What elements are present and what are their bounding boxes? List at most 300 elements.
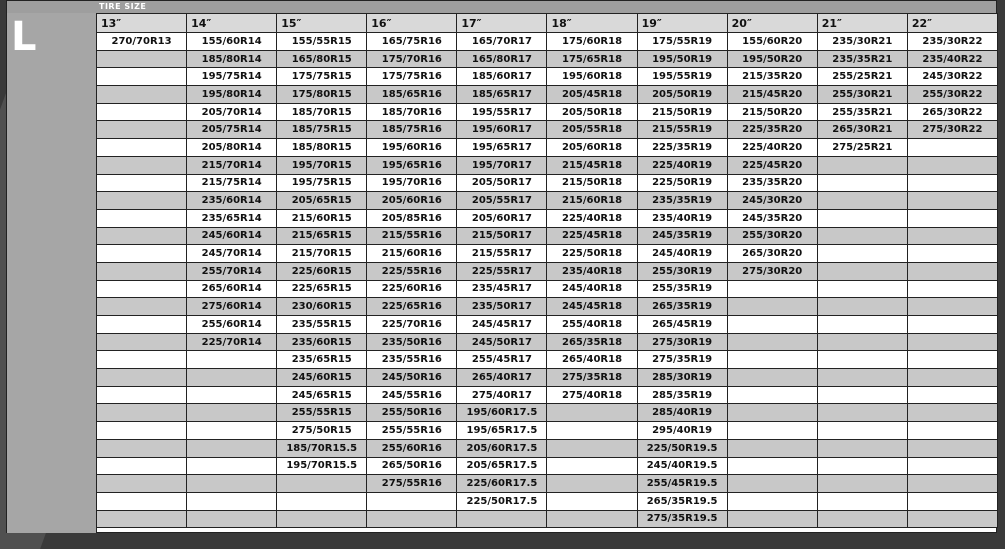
tire-size-cell [727, 457, 817, 475]
tire-size-cell [727, 280, 817, 298]
tire-size-cell: 225/45R18 [547, 227, 637, 245]
tire-size-cell [97, 492, 187, 510]
column-header: 15″ [277, 14, 367, 33]
tire-size-cell [97, 209, 187, 227]
tire-size-cell: 185/80R15 [277, 139, 367, 157]
tire-size-cell: 195/55R17 [457, 103, 547, 121]
tire-size-cell: 205/60R17 [457, 209, 547, 227]
tire-size-cell: 275/60R14 [187, 298, 277, 316]
tire-size-cell [547, 475, 637, 493]
tire-size-cell [907, 351, 997, 369]
column-header: 21″ [817, 14, 907, 33]
tire-size-cell: 265/50R16 [367, 457, 457, 475]
tire-size-cell: 255/55R15 [277, 404, 367, 422]
tire-size-cell [187, 457, 277, 475]
tire-size-cell: 225/70R14 [187, 333, 277, 351]
tire-size-cell [817, 316, 907, 334]
tire-size-cell: 225/40R20 [727, 139, 817, 157]
tire-size-cell: 235/35R21 [817, 50, 907, 68]
tire-size-cell: 225/65R16 [367, 298, 457, 316]
tire-size-sheet [6, 0, 997, 533]
tire-size-cell: 275/35R18 [547, 369, 637, 387]
tire-size-cell [907, 404, 997, 422]
tire-size-cell: 215/45R20 [727, 86, 817, 104]
tire-size-cell [547, 510, 637, 528]
tire-size-cell: 185/65R17 [457, 86, 547, 104]
tire-size-cell: 235/30R21 [817, 33, 907, 51]
tire-size-cell [817, 422, 907, 440]
tire-size-cell [97, 457, 187, 475]
tire-size-cell: 175/65R18 [547, 50, 637, 68]
tire-size-cell: 205/60R18 [547, 139, 637, 157]
tire-size-cell [817, 492, 907, 510]
tire-size-cell: 205/45R18 [547, 86, 637, 104]
column-header: 16″ [367, 14, 457, 33]
tire-size-cell [187, 510, 277, 528]
tire-size-cell: 275/40R18 [547, 386, 637, 404]
table-row [97, 174, 998, 192]
tire-size-cell: 255/60R16 [367, 439, 457, 457]
column-header: 14″ [187, 14, 277, 33]
tire-size-cell [817, 369, 907, 387]
tire-size-cell: 225/50R19 [637, 174, 727, 192]
tire-size-cell: 255/50R16 [367, 404, 457, 422]
tire-size-cell: 215/65R15 [277, 227, 367, 245]
tire-size-cell: 225/50R19.5 [637, 439, 727, 457]
tire-size-cell: 245/35R20 [727, 209, 817, 227]
tire-size-cell: 245/40R19 [637, 245, 727, 263]
tire-size-cell [727, 475, 817, 493]
tire-size-cell: 245/70R14 [187, 245, 277, 263]
tire-size-cell [727, 510, 817, 528]
tire-size-cell: 225/50R17.5 [457, 492, 547, 510]
table-row [97, 68, 998, 86]
tire-size-cell [277, 475, 367, 493]
tire-size-cell: 195/50R20 [727, 50, 817, 68]
tire-size-cell [817, 298, 907, 316]
column-header: 20″ [727, 14, 817, 33]
tire-size-cell: 235/35R20 [727, 174, 817, 192]
tire-size-cell [817, 192, 907, 210]
tire-size-cell: 275/30R19 [637, 333, 727, 351]
tire-size-cell: 275/55R16 [367, 475, 457, 493]
tire-size-cell [97, 68, 187, 86]
tire-size-cell: 155/60R20 [727, 33, 817, 51]
tire-size-cell: 255/60R14 [187, 316, 277, 334]
tire-size-cell: 245/35R19 [637, 227, 727, 245]
column-header: 18″ [547, 14, 637, 33]
tire-size-cell [817, 386, 907, 404]
tire-size-cell: 235/40R19 [637, 209, 727, 227]
tire-size-cell: 205/65R17.5 [457, 457, 547, 475]
tire-size-cell: 185/70R16 [367, 103, 457, 121]
tire-size-cell: 215/35R20 [727, 68, 817, 86]
column-header: 13″ [97, 14, 187, 33]
tire-size-cell: 205/80R14 [187, 139, 277, 157]
tire-size-cell: 195/70R15.5 [277, 457, 367, 475]
tire-size-cell [817, 209, 907, 227]
tire-size-cell: 255/45R17 [457, 351, 547, 369]
tire-size-cell [817, 262, 907, 280]
tire-size-cell: 215/60R16 [367, 245, 457, 263]
tire-size-cell: 265/35R19 [637, 298, 727, 316]
tire-size-cell [367, 510, 457, 528]
tire-size-cell: 225/70R16 [367, 316, 457, 334]
tire-size-cell [97, 156, 187, 174]
table-row [97, 510, 998, 528]
tire-size-cell [727, 333, 817, 351]
tire-size-cell [277, 510, 367, 528]
tire-size-cell: 215/70R14 [187, 156, 277, 174]
tire-size-cell [97, 510, 187, 528]
tire-size-cell [97, 227, 187, 245]
tire-size-cell: 195/70R17 [457, 156, 547, 174]
tire-size-cell: 245/55R16 [367, 386, 457, 404]
tire-size-cell [457, 510, 547, 528]
tire-size-cell: 245/60R14 [187, 227, 277, 245]
tire-size-cell: 225/55R17 [457, 262, 547, 280]
table-row [97, 333, 998, 351]
tire-size-cell [97, 422, 187, 440]
tire-size-cell: 265/45R19 [637, 316, 727, 334]
tire-size-cell [97, 333, 187, 351]
table-row [97, 245, 998, 263]
tire-size-cell: 225/60R16 [367, 280, 457, 298]
tire-size-cell: 215/55R19 [637, 121, 727, 139]
tire-size-cell: 175/55R19 [637, 33, 727, 51]
table-row [97, 492, 998, 510]
tire-size-cell: 195/65R17 [457, 139, 547, 157]
table-row [97, 457, 998, 475]
table-body [97, 33, 998, 528]
tire-size-cell [187, 369, 277, 387]
tire-size-cell [727, 369, 817, 387]
tire-size-cell: 265/40R18 [547, 351, 637, 369]
tire-size-cell [907, 457, 997, 475]
tire-size-cell [727, 492, 817, 510]
tire-size-cell: 255/45R19.5 [637, 475, 727, 493]
tire-size-cell: 245/60R15 [277, 369, 367, 387]
tire-size-cell: 235/65R15 [277, 351, 367, 369]
tire-size-cell: 235/45R17 [457, 280, 547, 298]
tire-size-cell [817, 404, 907, 422]
tire-size-cell [817, 457, 907, 475]
tire-size-cell: 235/65R14 [187, 209, 277, 227]
tire-size-cell [907, 227, 997, 245]
tire-size-cell: 165/75R16 [367, 33, 457, 51]
tire-size-cell [97, 475, 187, 493]
tire-size-cell: 195/60R17 [457, 121, 547, 139]
table-row [97, 121, 998, 139]
tire-size-cell: 215/50R20 [727, 103, 817, 121]
tire-size-cell: 215/45R18 [547, 156, 637, 174]
table-row [97, 227, 998, 245]
tire-size-cell: 275/30R22 [907, 121, 997, 139]
tire-size-cell [187, 475, 277, 493]
tire-size-cell: 245/40R18 [547, 280, 637, 298]
table-row [97, 280, 998, 298]
tire-size-cell: 205/60R16 [367, 192, 457, 210]
table-row [97, 439, 998, 457]
tire-size-cell [907, 245, 997, 263]
tire-size-cell [907, 492, 997, 510]
tire-size-cell: 255/55R16 [367, 422, 457, 440]
category-column [7, 13, 97, 533]
tire-size-cell [97, 280, 187, 298]
table-row [97, 475, 998, 493]
tire-size-cell: 255/25R21 [817, 68, 907, 86]
tire-size-table [96, 13, 998, 528]
tire-size-cell: 185/75R16 [367, 121, 457, 139]
tire-size-cell: 225/60R17.5 [457, 475, 547, 493]
tire-size-cell [817, 333, 907, 351]
tire-size-cell: 205/70R14 [187, 103, 277, 121]
tire-size-cell: 245/30R22 [907, 68, 997, 86]
tire-size-cell: 195/60R18 [547, 68, 637, 86]
tire-size-cell [907, 316, 997, 334]
tire-size-cell: 185/80R14 [187, 50, 277, 68]
tire-size-cell: 265/30R20 [727, 245, 817, 263]
tire-size-cell [97, 369, 187, 387]
tire-size-cell: 255/30R19 [637, 262, 727, 280]
tire-size-cell: 205/75R14 [187, 121, 277, 139]
tire-size-cell [817, 245, 907, 263]
tire-size-cell: 225/55R16 [367, 262, 457, 280]
tire-size-cell: 235/40R22 [907, 50, 997, 68]
tire-size-cell: 185/70R15 [277, 103, 367, 121]
tire-size-cell [907, 192, 997, 210]
tire-size-cell: 195/60R16 [367, 139, 457, 157]
tire-size-cell [817, 510, 907, 528]
tire-size-cell [187, 386, 277, 404]
tire-size-cell [97, 262, 187, 280]
tire-size-cell [727, 351, 817, 369]
tire-size-cell: 235/50R17 [457, 298, 547, 316]
tire-size-cell: 195/70R16 [367, 174, 457, 192]
tire-size-cell: 215/75R14 [187, 174, 277, 192]
tire-size-cell: 195/55R19 [637, 68, 727, 86]
table-row [97, 422, 998, 440]
tire-size-cell: 215/70R15 [277, 245, 367, 263]
tire-size-cell: 265/30R21 [817, 121, 907, 139]
tire-size-cell: 195/50R19 [637, 50, 727, 68]
tire-size-cell: 255/35R19 [637, 280, 727, 298]
tire-size-cell [907, 439, 997, 457]
tire-size-cell [727, 439, 817, 457]
table-row [97, 316, 998, 334]
table-row [97, 262, 998, 280]
table-row [97, 404, 998, 422]
tire-size-cell: 235/55R16 [367, 351, 457, 369]
tire-size-cell: 255/40R18 [547, 316, 637, 334]
tire-size-cell: 245/30R20 [727, 192, 817, 210]
tire-size-title: TIRE SIZE [99, 2, 147, 11]
tire-size-cell [907, 475, 997, 493]
tire-size-cell: 205/50R18 [547, 103, 637, 121]
column-header: 17″ [457, 14, 547, 33]
column-header-row [97, 14, 998, 33]
tire-size-cell: 225/65R15 [277, 280, 367, 298]
tire-size-cell: 205/50R17 [457, 174, 547, 192]
tire-size-cell: 255/35R21 [817, 103, 907, 121]
table-row [97, 369, 998, 387]
tire-size-cell: 265/40R17 [457, 369, 547, 387]
tire-size-cell [907, 369, 997, 387]
tire-size-cell [907, 386, 997, 404]
tire-size-cell [727, 422, 817, 440]
column-header: 19″ [637, 14, 727, 33]
tire-size-cell [727, 298, 817, 316]
tire-size-cell [817, 439, 907, 457]
tire-size-cell [727, 386, 817, 404]
tire-size-cell [547, 457, 637, 475]
tire-size-cell: 235/60R14 [187, 192, 277, 210]
tire-size-cell: 245/40R19.5 [637, 457, 727, 475]
tire-size-cell [367, 492, 457, 510]
tire-size-cell [97, 121, 187, 139]
tire-size-cell [187, 404, 277, 422]
tire-size-cell [547, 492, 637, 510]
tire-size-cell: 275/35R19.5 [637, 510, 727, 528]
tire-size-cell: 225/60R15 [277, 262, 367, 280]
tire-size-cell: 230/60R15 [277, 298, 367, 316]
tire-size-cell: 270/70R13 [97, 33, 187, 51]
tire-size-cell: 245/45R18 [547, 298, 637, 316]
table-row [97, 386, 998, 404]
tire-size-cell: 225/40R19 [637, 156, 727, 174]
tire-size-cell [817, 351, 907, 369]
category-letter: L [11, 14, 37, 60]
tire-size-cell [97, 439, 187, 457]
tire-size-cell: 235/35R19 [637, 192, 727, 210]
tire-size-cell [187, 351, 277, 369]
tire-size-cell: 275/50R15 [277, 422, 367, 440]
tire-size-cell [907, 262, 997, 280]
tire-size-cell: 175/75R15 [277, 68, 367, 86]
tire-size-cell: 235/50R16 [367, 333, 457, 351]
tire-size-cell [907, 156, 997, 174]
tire-size-cell: 195/70R15 [277, 156, 367, 174]
tire-size-cell: 245/50R16 [367, 369, 457, 387]
tire-size-cell: 205/60R17.5 [457, 439, 547, 457]
tire-size-cell [907, 510, 997, 528]
tire-size-cell [97, 386, 187, 404]
tire-size-cell: 185/70R15.5 [277, 439, 367, 457]
table-row [97, 139, 998, 157]
tire-size-cell: 265/30R22 [907, 103, 997, 121]
tire-size-cell [97, 404, 187, 422]
tire-size-cell [97, 316, 187, 334]
tire-size-cell [907, 209, 997, 227]
tire-size-cell: 265/35R19.5 [637, 492, 727, 510]
table-row [97, 209, 998, 227]
tire-size-cell [97, 139, 187, 157]
tire-size-cell: 195/65R16 [367, 156, 457, 174]
tire-size-cell [727, 404, 817, 422]
tire-size-cell: 275/25R21 [817, 139, 907, 157]
tire-size-cell: 235/60R15 [277, 333, 367, 351]
tire-size-cell [187, 439, 277, 457]
tire-size-cell: 225/45R20 [727, 156, 817, 174]
tire-size-cell: 215/55R17 [457, 245, 547, 263]
tire-size-cell: 225/40R18 [547, 209, 637, 227]
tire-size-cell: 195/80R14 [187, 86, 277, 104]
tire-size-cell: 175/60R18 [547, 33, 637, 51]
table-row [97, 351, 998, 369]
tire-size-cell [817, 475, 907, 493]
tire-size-cell: 245/50R17 [457, 333, 547, 351]
tire-size-cell [187, 492, 277, 510]
tire-size-cell: 195/75R14 [187, 68, 277, 86]
tire-size-cell [547, 404, 637, 422]
tire-size-cell [547, 439, 637, 457]
tire-size-cell: 275/30R20 [727, 262, 817, 280]
tire-size-cell [727, 316, 817, 334]
tire-size-cell: 225/50R18 [547, 245, 637, 263]
tire-size-cell: 165/70R17 [457, 33, 547, 51]
table-row [97, 33, 998, 51]
table-row [97, 298, 998, 316]
tire-size-cell: 285/40R19 [637, 404, 727, 422]
tire-size-cell [97, 351, 187, 369]
tire-size-cell: 285/35R19 [637, 386, 727, 404]
tire-size-cell: 215/60R18 [547, 192, 637, 210]
table-row [97, 50, 998, 68]
tire-size-cell [97, 174, 187, 192]
tire-size-cell [97, 103, 187, 121]
tire-size-cell: 235/55R15 [277, 316, 367, 334]
tire-size-cell: 205/65R15 [277, 192, 367, 210]
table-row [97, 192, 998, 210]
tire-size-cell: 175/75R16 [367, 68, 457, 86]
tire-size-cell: 185/75R15 [277, 121, 367, 139]
tire-size-cell: 265/35R18 [547, 333, 637, 351]
tire-size-cell [97, 298, 187, 316]
tire-size-cell [907, 333, 997, 351]
tire-size-cell: 215/60R15 [277, 209, 367, 227]
tire-size-cell: 275/40R17 [457, 386, 547, 404]
tire-size-cell [187, 422, 277, 440]
tire-size-cell: 215/50R18 [547, 174, 637, 192]
tire-size-cell [817, 227, 907, 245]
tire-size-cell: 165/80R17 [457, 50, 547, 68]
tire-size-cell [907, 139, 997, 157]
tire-size-cell: 185/60R17 [457, 68, 547, 86]
tire-size-cell: 235/30R22 [907, 33, 997, 51]
tire-size-cell: 195/65R17.5 [457, 422, 547, 440]
tire-size-cell: 165/80R15 [277, 50, 367, 68]
tire-size-cell: 205/55R18 [547, 121, 637, 139]
tire-size-cell: 245/45R17 [457, 316, 547, 334]
tire-size-cell [97, 245, 187, 263]
tire-size-cell: 225/35R19 [637, 139, 727, 157]
tire-size-cell: 255/30R22 [907, 86, 997, 104]
tire-size-cell: 255/30R21 [817, 86, 907, 104]
tire-size-cell: 215/50R19 [637, 103, 727, 121]
table-row [97, 103, 998, 121]
tire-size-cell [907, 174, 997, 192]
tire-size-cell: 235/40R18 [547, 262, 637, 280]
tire-size-cell [97, 192, 187, 210]
tire-size-cell: 155/60R14 [187, 33, 277, 51]
tire-size-cell: 255/30R20 [727, 227, 817, 245]
tire-size-cell: 185/65R16 [367, 86, 457, 104]
column-header: 22″ [907, 14, 997, 33]
table-row [97, 86, 998, 104]
tire-size-cell [817, 280, 907, 298]
tire-size-cell [817, 174, 907, 192]
tire-size-cell: 275/35R19 [637, 351, 727, 369]
